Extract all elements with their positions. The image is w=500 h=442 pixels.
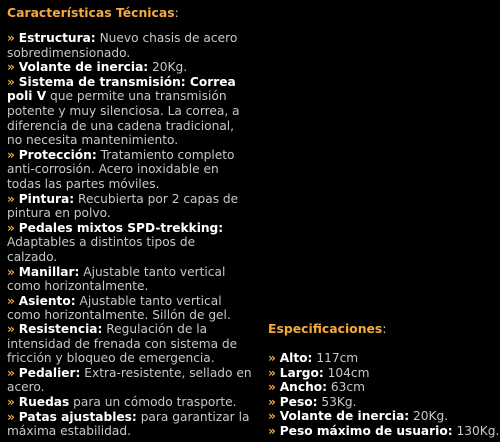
bullet-icon: » (7, 191, 15, 206)
item-label: Volante de inercia: (279, 409, 410, 424)
specs-heading-colon: : (382, 321, 387, 336)
item-label: Ancho: (279, 380, 328, 395)
item-text: para un cómodo trasporte. (73, 394, 237, 409)
bullet-icon: » (7, 264, 15, 279)
bullet-icon: » (268, 394, 276, 409)
feature-item (7, 60, 245, 75)
bullet-icon: » (7, 74, 15, 89)
item-label: Protección: (18, 147, 97, 162)
tech-features-list (7, 31, 245, 323)
item-label: Volante de inercia: (18, 60, 149, 75)
item-label: Manillar: (18, 264, 80, 279)
item-label: Peso: (279, 394, 318, 409)
item-text: 63cm (330, 380, 365, 395)
item-label: Peso máximo de usuario: (279, 423, 453, 438)
item-text: Regulación de la intensidad de frenada con sistema de fricción y bloqueo de emergencia. (7, 322, 238, 366)
feature-item (7, 395, 252, 410)
spec-item (268, 351, 500, 366)
bullet-icon: » (7, 147, 15, 162)
bullet-icon: » (268, 351, 276, 365)
item-text: 117cm (316, 351, 359, 365)
feature-item (7, 148, 245, 192)
item-label: Sistema de transmisión: Correa poli V (7, 74, 236, 104)
bullet-icon: » (7, 31, 15, 45)
specs-heading-text: Especificaciones (268, 321, 383, 336)
bullet-icon: » (7, 220, 15, 235)
tech-heading-colon: : (174, 5, 179, 20)
item-text: 53Kg. (321, 394, 357, 409)
item-text: Ajustable tanto vertical como horizontalmente. Sillón de gel. (7, 293, 231, 323)
item-label: Pintura: (18, 191, 75, 206)
item-label: Pedales mixtos SPD-trekking: (18, 220, 224, 235)
feature-item (7, 294, 245, 323)
item-text: Recubierta por 2 capas de pintura en polvo. (7, 191, 239, 221)
bullet-icon: » (7, 322, 15, 336)
feature-item (7, 322, 252, 366)
item-text: 104cm (327, 365, 370, 380)
specifications-list (268, 351, 500, 439)
item-label: Patas ajustables: (18, 409, 137, 424)
feature-item (7, 31, 245, 60)
tech-heading-text: Características Técnicas (7, 5, 175, 20)
spec-item (268, 424, 500, 439)
spec-item (268, 366, 500, 381)
specs-heading (268, 322, 387, 337)
item-text: Nuevo chasis de acero sobredimensionado. (7, 31, 238, 60)
feature-item (7, 192, 245, 221)
feature-item (7, 265, 245, 294)
item-text: Adaptables a distintos tipos de calzado. (7, 235, 196, 264)
spec-item (268, 380, 500, 395)
bullet-icon: » (268, 365, 276, 380)
extra-features-list (7, 322, 252, 439)
item-label: Estructura: (18, 31, 96, 45)
bullet-icon: » (268, 409, 276, 424)
item-text: Tratamiento completo anti-corrosión. Acero inoxidable en todas las partes móviles. (7, 147, 235, 191)
item-text: que permite una transmisión potente y muy silenciosa. La correa, a diferencia de una cadena tradicional, no necesita mantenimiento. (7, 89, 240, 148)
bullet-icon: » (268, 423, 276, 438)
bullet-icon: » (7, 394, 15, 409)
feature-item (7, 75, 245, 148)
feature-item (7, 410, 252, 439)
bullet-icon: » (7, 293, 15, 308)
item-label: Resistencia: (18, 322, 103, 336)
feature-item (7, 221, 245, 265)
bullet-icon: » (7, 60, 15, 75)
item-text: 130Kg. (456, 423, 500, 438)
bullet-icon: » (7, 409, 15, 424)
item-text: 20Kg. (152, 60, 188, 75)
item-label: Largo: (279, 365, 324, 380)
spec-item (268, 409, 500, 424)
item-label: Ruedas (18, 394, 70, 409)
item-text: Ajustable tanto vertical como horizontalmente. (7, 264, 226, 294)
item-text: para garantizar la máxima estabilidad. (7, 409, 250, 439)
bullet-icon: » (7, 365, 15, 380)
item-label: Alto: (279, 351, 313, 365)
tech-heading (7, 6, 179, 21)
item-text: Extra-resistente, sellado en acero. (7, 365, 252, 395)
bullet-icon: » (268, 380, 276, 395)
feature-item (7, 366, 252, 395)
item-label: Asiento: (18, 293, 76, 308)
item-label: Pedalier: (18, 365, 81, 380)
item-text: 20Kg. (413, 409, 449, 424)
spec-item (268, 395, 500, 410)
